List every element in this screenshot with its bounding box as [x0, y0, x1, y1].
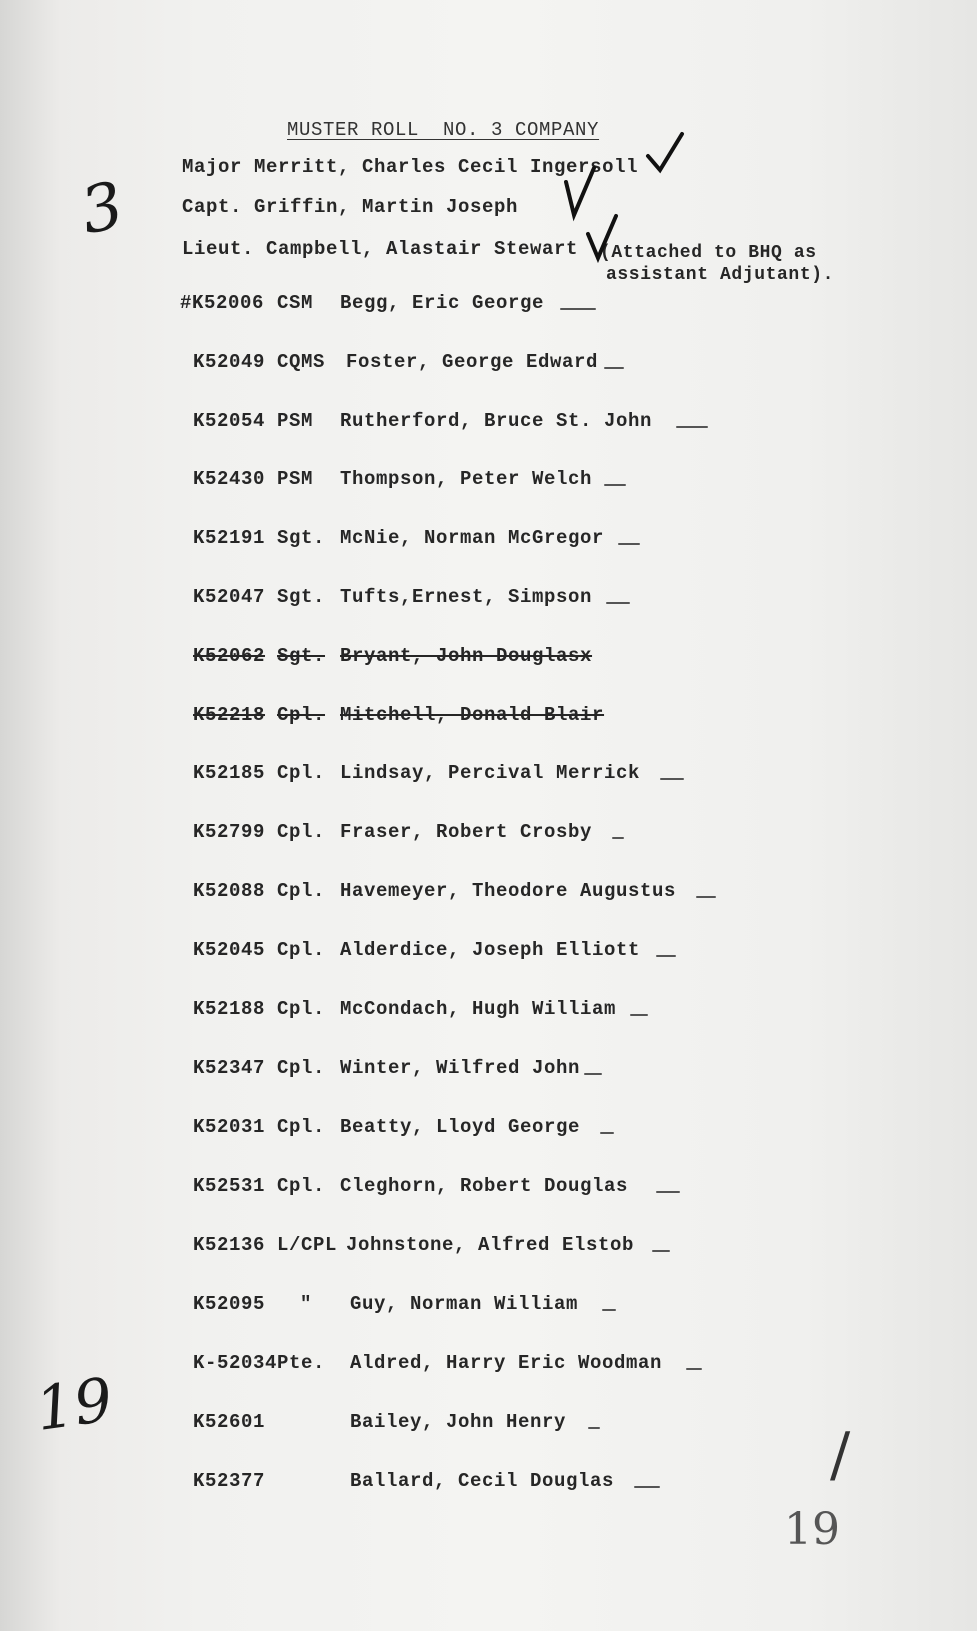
member-name: McNie, Norman McGregor — [340, 527, 605, 549]
rank: " — [300, 1293, 313, 1315]
officer-note-line: assistant Adjutant). — [606, 265, 835, 285]
roll-row — [0, 292, 977, 320]
rank: Cpl. — [277, 1116, 326, 1138]
roll-row — [0, 645, 977, 673]
tick-dash-mark — [612, 837, 624, 839]
service-number: K52049 — [193, 351, 266, 373]
tick-dash-mark — [676, 426, 708, 428]
rank: Cpl. — [277, 939, 326, 961]
roll-row — [0, 821, 977, 849]
roll-row — [0, 1057, 977, 1085]
officer-line: Lieut. Campbell, Alastair Stewart — [182, 238, 579, 260]
officer-line: Major Merritt, Charles Cecil Ingersoll — [182, 156, 639, 178]
service-number: K52218 — [193, 704, 266, 726]
rank: Cpl. — [277, 998, 326, 1020]
tick-dash-mark — [618, 543, 640, 545]
roll-row — [0, 998, 977, 1026]
service-number: K52188 — [193, 998, 266, 1020]
rank: Sgt. — [277, 527, 326, 549]
roll-row — [0, 762, 977, 790]
check-icon — [648, 134, 682, 170]
member-name: Havemeyer, Theodore Augustus — [340, 880, 677, 902]
member-name: Beatty, Lloyd George — [340, 1116, 581, 1138]
service-number: K52047 — [193, 586, 266, 608]
service-number: K52088 — [193, 880, 266, 902]
roll-row — [0, 704, 977, 732]
service-number: K52377 — [193, 1470, 266, 1492]
service-number: K52045 — [193, 939, 266, 961]
tick-dash-mark — [656, 1191, 680, 1193]
rank: PSM — [277, 468, 314, 490]
tick-dash-mark — [584, 1073, 602, 1075]
service-number: K52095 — [193, 1293, 266, 1315]
rank: CQMS — [277, 351, 326, 373]
document-title: MUSTER ROLL NO. 3 COMPANY — [287, 119, 600, 141]
roll-row — [0, 1411, 977, 1439]
rank: Cpl. — [277, 1057, 326, 1079]
roll-row — [0, 468, 977, 496]
member-name: Bailey, John Henry — [350, 1411, 567, 1433]
rank: L/CPL — [277, 1234, 338, 1256]
tick-dash-mark — [604, 484, 626, 486]
officer-note-line: (Attached to BHQ as — [600, 243, 817, 263]
tick-dash-mark — [604, 367, 624, 369]
member-name: McCondach, Hugh William — [340, 998, 617, 1020]
roll-row — [0, 351, 977, 379]
service-number: K52054 — [193, 410, 266, 432]
roll-row — [0, 1293, 977, 1321]
tick-dash-mark — [634, 1486, 660, 1488]
member-name: Mitchell, Donald Blair — [340, 704, 605, 726]
roll-row — [0, 586, 977, 614]
tick-dash-mark — [630, 1014, 648, 1016]
member-name: Winter, Wilfred John — [340, 1057, 581, 1079]
rank: Pte. — [277, 1352, 326, 1374]
tick-dash-mark — [660, 778, 684, 780]
service-number: K52062 — [193, 645, 266, 667]
roll-row — [0, 1175, 977, 1203]
rank: Cpl. — [277, 821, 326, 843]
service-number: #K52006 — [180, 292, 265, 314]
tick-dash-mark — [696, 896, 716, 898]
rank: CSM — [277, 292, 314, 314]
roll-row — [0, 1352, 977, 1380]
roll-row — [0, 527, 977, 555]
member-name: Ballard, Cecil Douglas — [350, 1470, 615, 1492]
tick-dash-mark — [606, 602, 630, 604]
service-number: K52185 — [193, 762, 266, 784]
service-number: K52031 — [193, 1116, 266, 1138]
tick-dash-mark — [602, 1309, 616, 1311]
tick-dash-mark — [600, 1132, 614, 1134]
member-name: Thompson, Peter Welch — [340, 468, 593, 490]
service-number: K-52034 — [193, 1352, 278, 1374]
rank: PSM — [277, 410, 314, 432]
page-number-handwritten: 3 — [74, 168, 130, 250]
member-name: Lindsay, Percival Merrick — [340, 762, 641, 784]
rank: Cpl. — [277, 1175, 326, 1197]
service-number: K52136 — [193, 1234, 266, 1256]
service-number: K52799 — [193, 821, 266, 843]
tick-dash-mark — [652, 1250, 670, 1252]
service-number: K52531 — [193, 1175, 266, 1197]
member-name: Cleghorn, Robert Douglas — [340, 1175, 629, 1197]
roll-row — [0, 1116, 977, 1144]
member-name: Tufts,Ernest, Simpson — [340, 586, 593, 608]
tick-dash-mark — [656, 955, 676, 957]
service-number: K52430 — [193, 468, 266, 490]
service-number: K52601 — [193, 1411, 266, 1433]
rank: Cpl. — [277, 762, 326, 784]
member-name: Foster, George Edward — [346, 351, 599, 373]
member-name: Johnstone, Alfred Elstob — [346, 1234, 635, 1256]
service-number: K52191 — [193, 527, 266, 549]
service-number: K52347 — [193, 1057, 266, 1079]
count-left-handwritten: 19 — [31, 1365, 117, 1445]
member-name: Bryant, John Douglasx — [340, 645, 593, 667]
member-name: Fraser, Robert Crosby — [340, 821, 593, 843]
roll-row — [0, 1234, 977, 1262]
roll-row — [0, 1470, 977, 1498]
roll-row — [0, 410, 977, 438]
rank: Sgt. — [277, 645, 326, 667]
rank: Sgt. — [277, 586, 326, 608]
tick-dash-mark — [588, 1427, 600, 1429]
member-name: Aldred, Harry Eric Woodman — [350, 1352, 663, 1374]
member-name: Begg, Eric George — [340, 292, 545, 314]
slash-handwritten: / — [830, 1420, 851, 1490]
member-name: Rutherford, Bruce St. John — [340, 410, 653, 432]
member-name: Alderdice, Joseph Elliott — [340, 939, 641, 961]
member-name: Guy, Norman William — [350, 1293, 579, 1315]
roll-row — [0, 880, 977, 908]
rank: Cpl. — [277, 704, 326, 726]
count-right-handwritten: 19 — [784, 1504, 840, 1555]
tick-dash-mark — [686, 1368, 702, 1370]
roll-row — [0, 939, 977, 967]
officer-line: Capt. Griffin, Martin Joseph — [182, 196, 519, 218]
rank: Cpl. — [277, 880, 326, 902]
tick-dash-mark — [560, 308, 596, 310]
